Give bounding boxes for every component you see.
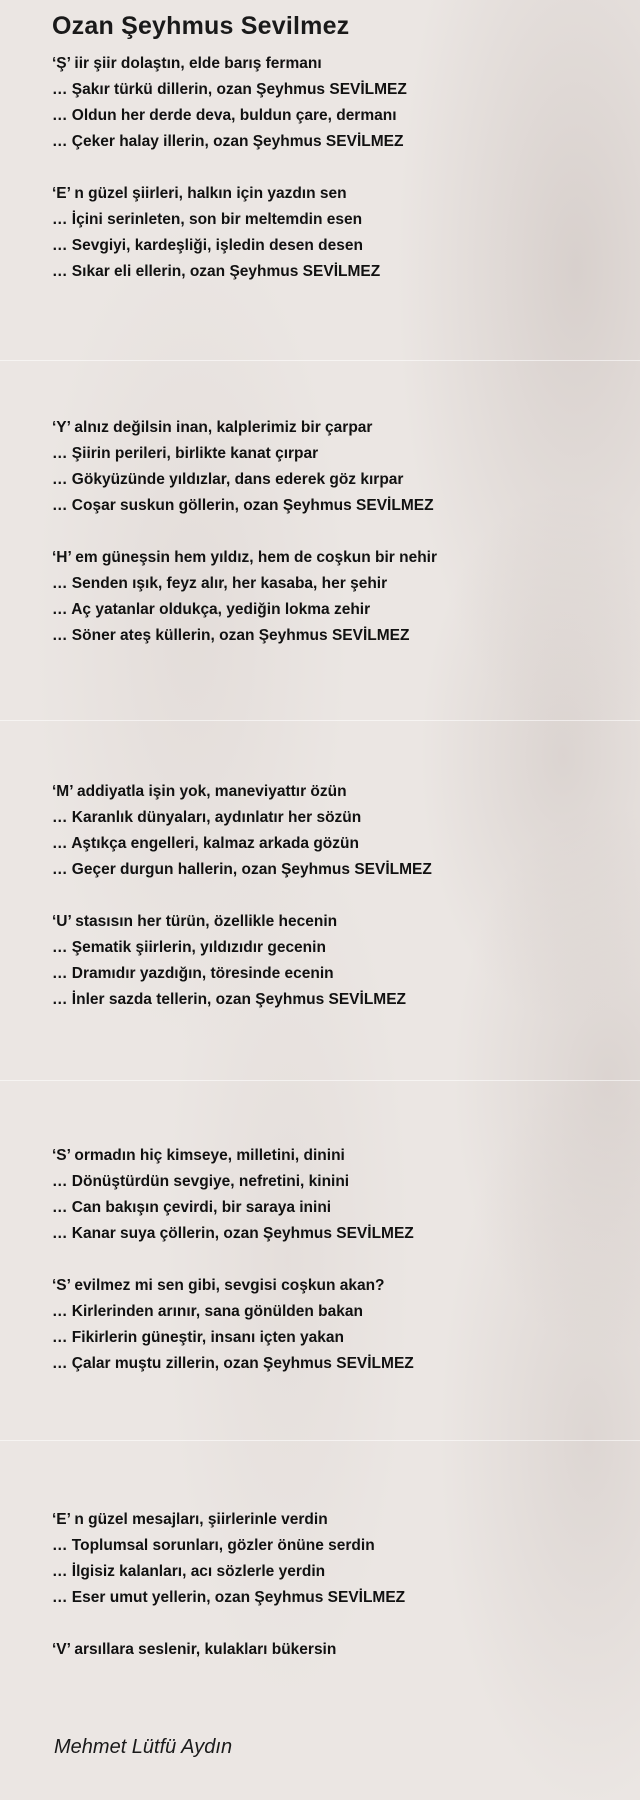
- poem-line: ‘M’ addiyatla işin yok, maneviyattır özün: [52, 783, 347, 800]
- poem-line: … Aştıkça engelleri, kalmaz arkada gözün: [52, 835, 359, 852]
- poem-line: ‘S’ ormadın hiç kimseye, milletini, dinini: [52, 1147, 345, 1164]
- poem-line: ‘S’ evilmez mi sen gibi, sevgisi coşkun akan?: [52, 1277, 385, 1294]
- stanza: [52, 1637, 612, 1663]
- poem-line: … Şiirin perileri, birlikte kanat çırpar: [52, 445, 319, 462]
- stanza: [52, 415, 612, 519]
- poem-line: … Kirlerinden arınır, sana gönülden bakan: [52, 1303, 363, 1320]
- poem-title: Ozan Şeyhmus Sevilmez: [52, 12, 350, 40]
- poem-line: … Aç yatanlar oldukça, yediğin lokma zehir: [52, 601, 371, 618]
- poem-line: … Kanar suya çöllerin, ozan Şeyhmus SEVİLMEZ: [52, 1225, 414, 1242]
- stanza: [52, 1143, 612, 1247]
- poem-line: … Eser umut yellerin, ozan Şeyhmus SEVİLMEZ: [52, 1589, 406, 1606]
- poem-line: … Can bakışın çevirdi, bir saraya inini: [52, 1199, 332, 1216]
- poem-line: … Fikirlerin güneştir, insanı içten yakan: [52, 1329, 345, 1346]
- stanza: [52, 51, 612, 155]
- poem-line: ‘E’ n güzel mesajları, şiirlerinle verdin: [52, 1511, 328, 1528]
- poem-line: … İnler sazda tellerin, ozan Şeyhmus SEVİLMEZ: [52, 991, 407, 1008]
- poem-line: ‘Y’ alnız değilsin inan, kalplerimiz bir çarpar: [52, 419, 373, 436]
- poem-line: … Dramıdır yazdığın, töresinde ecenin: [52, 965, 334, 982]
- poem-line: … Coşar suskun göllerin, ozan Şeyhmus SEVİLMEZ: [52, 497, 434, 514]
- poem-line: … Söner ateş küllerin, ozan Şeyhmus SEVİLMEZ: [52, 627, 410, 644]
- poem-line: … Sevgiyi, kardeşliği, işledin desen desen: [52, 237, 363, 254]
- poem-line: … Çalar muştu zillerin, ozan Şeyhmus SEVİLMEZ: [52, 1355, 414, 1372]
- author-name: Mehmet Lütfü Aydın: [54, 1736, 233, 1758]
- stanza: [52, 545, 612, 649]
- stanza: [52, 1507, 612, 1611]
- poem-line: … İçini serinleten, son bir meltemdin esen: [52, 211, 363, 228]
- poem-line: … Geçer durgun hallerin, ozan Şeyhmus SEVİLMEZ: [52, 861, 432, 878]
- poem-line: … Şematik şiirlerin, yıldızıdır gecenin: [52, 939, 326, 956]
- poem-line: … Sıkar eli ellerin, ozan Şeyhmus SEVİLMEZ: [52, 263, 381, 280]
- poem-line: … İlgisiz kalanları, acı sözlerle yerdin: [52, 1563, 326, 1580]
- poem-line: ‘U’ stasısın her türün, özellikle hecenin: [52, 913, 338, 930]
- poem-line: … Gökyüzünde yıldızlar, dans ederek göz kırpar: [52, 471, 404, 488]
- poem-line: … Senden ışık, feyz alır, her kasaba, her şehir: [52, 575, 388, 592]
- poem-line: … Karanlık dünyaları, aydınlatır her sözün: [52, 809, 362, 826]
- poem-line: ‘E’ n güzel şiirleri, halkın için yazdın sen: [52, 185, 347, 202]
- poem-body: [52, 51, 612, 1663]
- stanza: [52, 779, 612, 883]
- stanza: [52, 1273, 612, 1377]
- poem-line: … Çeker halay illerin, ozan Şeyhmus SEVİLMEZ: [52, 133, 404, 150]
- poem-line: ‘H’ em güneşsin hem yıldız, hem de coşkun bir nehir: [52, 549, 438, 566]
- poem-line: ‘Ş’ iir şiir dolaştın, elde barış fermanı: [52, 55, 322, 72]
- stanza: [52, 909, 612, 1013]
- poem-line: … Oldun her derde deva, buldun çare, dermanı: [52, 107, 397, 124]
- poem-line: … Şakır türkü dillerin, ozan Şeyhmus SEVİLMEZ: [52, 81, 407, 98]
- poem-line: … Toplumsal sorunları, gözler önüne serdin: [52, 1537, 375, 1554]
- poem-line: ‘V’ arsıllara seslenir, kulakları bükersin: [52, 1641, 337, 1658]
- poem-line: … Dönüştürdün sevgiye, nefretini, kinini: [52, 1173, 350, 1190]
- stanza: [52, 181, 612, 285]
